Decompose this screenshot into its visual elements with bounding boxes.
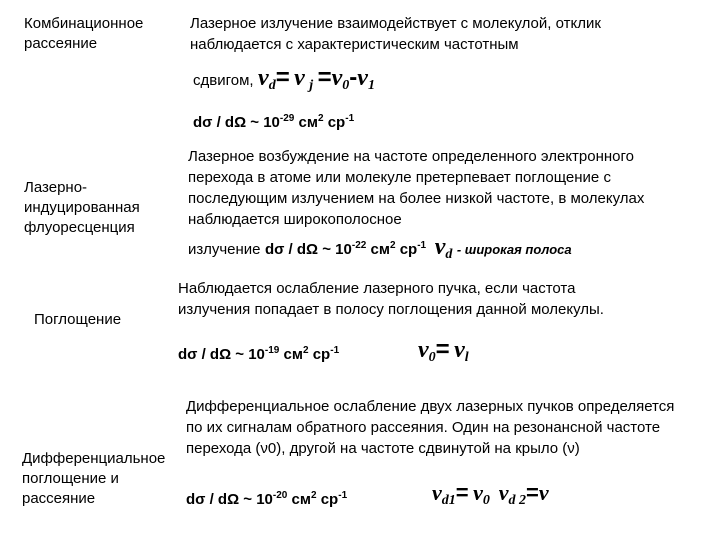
unit-exp: 2 xyxy=(317,113,324,124)
cross-section-unit: см xyxy=(370,241,390,258)
cross-section-prefix: dσ / dΩ ~ 10 xyxy=(264,241,352,258)
cross-section-exp: -20 xyxy=(272,490,288,501)
cross-section-exp: -22 xyxy=(351,240,367,251)
cross-section-prefix: dσ / dΩ ~ 10 xyxy=(193,114,280,131)
cross-section-prefix: dσ / dΩ ~ 10 xyxy=(178,346,265,363)
shift-prefix: сдвигом, xyxy=(193,72,254,89)
nu-symbol: ν xyxy=(418,337,429,363)
band-note: - широкая полоса xyxy=(456,242,572,257)
sr-unit: ср xyxy=(312,346,331,363)
sub-l: l xyxy=(464,350,469,366)
unit-exp: 2 xyxy=(310,490,317,501)
equals-sign: = xyxy=(275,64,290,91)
absorption-cross-section xyxy=(178,345,339,363)
nu-symbol: ν xyxy=(498,480,509,505)
lif-emission-line xyxy=(188,234,572,263)
sub-j: j xyxy=(309,78,314,94)
nu-symbol: ν xyxy=(434,234,446,260)
sub-d: d xyxy=(445,247,453,263)
equals-sign: = xyxy=(526,480,539,505)
label-absorption: Поглощение xyxy=(34,311,122,328)
sr-exp: -1 xyxy=(417,240,427,251)
sub-0: 0 xyxy=(482,493,490,509)
sub-d2: d 2 xyxy=(508,493,526,509)
nu-symbol: ν xyxy=(432,480,442,505)
sr-exp: -1 xyxy=(338,490,348,501)
nu-symbol: ν xyxy=(538,480,549,505)
nu-symbol: ν xyxy=(294,65,305,91)
sr-unit: ср xyxy=(327,114,346,131)
cross-section-exp: -19 xyxy=(264,345,280,356)
raman-shift-formula xyxy=(193,64,375,94)
dial-nu-formula xyxy=(432,480,549,509)
absorption-description: Наблюдается ослабление лазерного пучка, если частота излучения попадает в полосу поглощения данной молекулы. xyxy=(178,280,604,318)
unit-exp: 2 xyxy=(302,345,309,356)
equals-sign: = xyxy=(455,480,469,505)
nu-symbol: ν xyxy=(454,337,465,363)
cross-section-unit: см xyxy=(283,346,303,363)
dial-cross-section xyxy=(186,490,347,508)
emission-prefix: излучение xyxy=(188,241,261,258)
lif-description: Лазерное возбуждение на частоте определенного электронного перехода в атоме или молекуле претерпевает поглощение с последующим излучением на более низкой частоте, в молекулах наблюдается широкополосное xyxy=(188,148,645,228)
raman-cross-section xyxy=(193,113,354,131)
sr-unit: ср xyxy=(399,241,418,258)
sr-exp: -1 xyxy=(345,113,355,124)
sub-0: 0 xyxy=(428,350,436,366)
sub-1: 1 xyxy=(367,78,375,94)
cross-section-unit: см xyxy=(298,114,318,131)
nu-symbol: ν xyxy=(473,480,483,505)
cross-section-exp: -29 xyxy=(279,113,295,124)
nu-symbol: ν xyxy=(258,65,269,91)
sr-exp: -1 xyxy=(330,345,340,356)
label-laser-induced-fluorescence: Лазерно-индуцированная флуоресценция xyxy=(24,179,140,236)
cross-section-unit: см xyxy=(291,491,311,508)
absorption-nu-formula xyxy=(418,336,469,366)
unit-exp: 2 xyxy=(389,240,396,251)
sub-d: d xyxy=(268,78,276,94)
dial-description: Дифференциальное ослабление двух лазерных пучков определяется по их сигналам обратного рассеяния. Один на резонансной частоте перехода (ν0), другой на частоте сдвинутой на крыло (ν) xyxy=(186,398,675,457)
equals-sign: = xyxy=(317,64,332,91)
label-raman-scattering: Комбинационное рассеяние xyxy=(24,15,144,52)
sub-0: 0 xyxy=(342,78,350,94)
cross-section-prefix: dσ / dΩ ~ 10 xyxy=(186,491,273,508)
sub-d1: d1 xyxy=(441,493,456,509)
label-differential-absorption: Дифференциальное поглощение и рассеяние xyxy=(22,450,166,507)
nu-symbol: ν xyxy=(331,65,343,91)
minus-sign: - xyxy=(349,64,358,91)
nu-symbol: ν xyxy=(357,65,368,91)
equals-sign: = xyxy=(435,336,450,363)
sr-unit: ср xyxy=(320,491,339,508)
raman-description: Лазерное излучение взаимодействует с молекулой, отклик наблюдается с характеристическим частотным xyxy=(190,15,601,53)
